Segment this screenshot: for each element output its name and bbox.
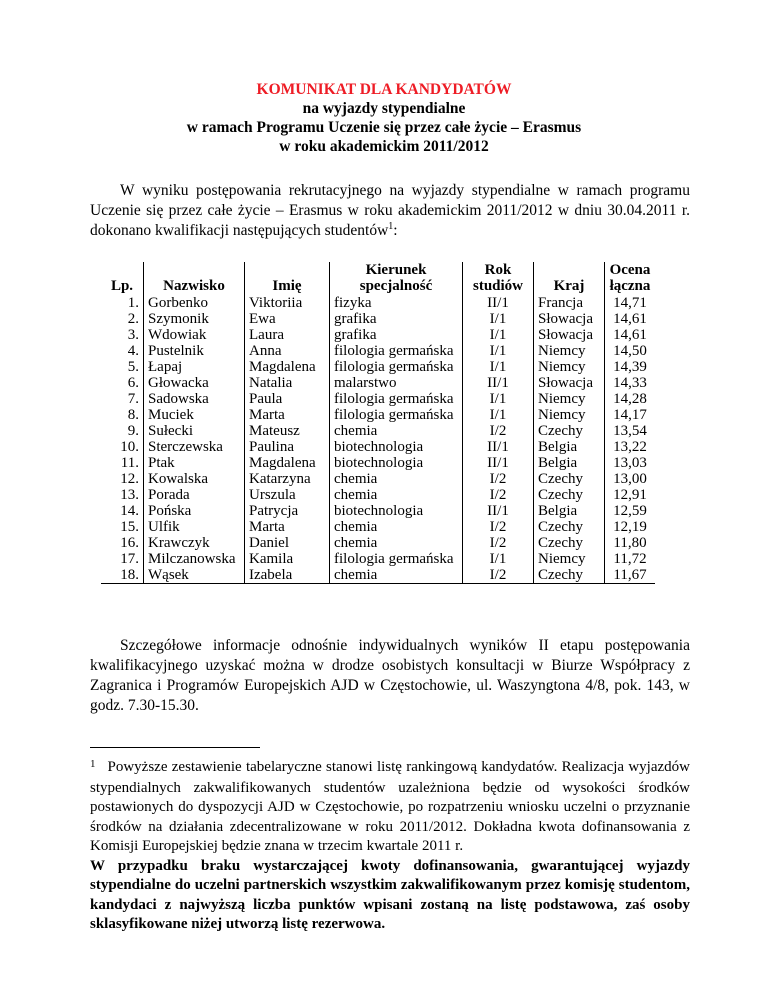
cell-nazwisko: Porada xyxy=(144,487,245,503)
cell-kraj: Słowacja xyxy=(534,311,605,327)
cell-rok: I/2 xyxy=(463,471,534,487)
cell-imie: Viktoriia xyxy=(245,295,330,311)
footnote-mark: 1 xyxy=(90,758,96,770)
cell-imie: Anna xyxy=(245,343,330,359)
cell-kraj: Czechy xyxy=(534,519,605,535)
table-row xyxy=(101,359,655,375)
cell-imie: Katarzyna xyxy=(245,471,330,487)
table-row xyxy=(101,471,655,487)
cell-imie: Kamila xyxy=(245,551,330,567)
cell-nazwisko: Ptak xyxy=(144,455,245,471)
cell-lp: 6. xyxy=(101,375,144,391)
header-nazwisko: Nazwisko xyxy=(144,262,245,295)
cell-nazwisko: Krawczyk xyxy=(144,535,245,551)
cell-kraj: Niemcy xyxy=(534,343,605,359)
table-row xyxy=(101,439,655,455)
cell-rok: I/1 xyxy=(463,311,534,327)
cell-kraj: Belgia xyxy=(534,503,605,519)
cell-kraj: Słowacja xyxy=(534,327,605,343)
cell-kierunek: grafika xyxy=(330,327,463,343)
cell-imie: Mateusz xyxy=(245,423,330,439)
cell-kraj: Belgia xyxy=(534,455,605,471)
cell-kraj: Niemcy xyxy=(534,391,605,407)
cell-kraj: Czechy xyxy=(534,535,605,551)
header-kierunek: Kierunek specjalność xyxy=(330,262,463,295)
footnote-bold-text: W przypadku braku wystarczającej kwoty dofinansowania, gwarantującej wyjazdy stypendialne do uczelni partnerskich wszystkim zakwalifikowanym przez komisję studentom, kandydaci z najwyższą liczba punktów wpisani zostaną na listę podstawowa, zaś osoby sklasyfikowane niżej utworzą listę rezerwowa. xyxy=(90,857,690,932)
cell-nazwisko: Głowacka xyxy=(144,375,245,391)
cell-ocena: 14,17 xyxy=(613,407,647,423)
table-row xyxy=(101,567,655,584)
cell-kierunek: filologia germańska xyxy=(330,551,463,567)
table-row xyxy=(101,375,655,391)
cell-nazwisko: Ulfik xyxy=(144,519,245,535)
table-row xyxy=(101,551,655,567)
cell-rok: II/1 xyxy=(463,295,534,311)
cell-rok: I/1 xyxy=(463,407,534,423)
cell-rok: II/1 xyxy=(463,503,534,519)
cell-rok: I/2 xyxy=(463,567,534,584)
table-row xyxy=(101,487,655,503)
cell-lp: 5. xyxy=(101,359,144,375)
cell-kierunek: malarstwo xyxy=(330,375,463,391)
cell-ocena: 14,61 xyxy=(613,327,647,343)
table-row xyxy=(101,343,655,359)
cell-ocena: 11,67 xyxy=(605,567,656,584)
cell-kierunek: grafika xyxy=(330,311,463,327)
cell-lp: 2. xyxy=(101,311,144,327)
cell-kraj: Czechy xyxy=(534,471,605,487)
ranking-table xyxy=(101,262,655,584)
cell-rok: II/1 xyxy=(463,455,534,471)
cell-lp: 4. xyxy=(101,343,144,359)
cell-kierunek: chemia xyxy=(330,535,463,551)
table-row xyxy=(101,391,655,407)
cell-ocena: 12,91 xyxy=(613,487,647,503)
cell-lp: 16. xyxy=(101,535,144,551)
cell-lp: 18. xyxy=(101,567,144,584)
header-ocena: Ocena łączna xyxy=(609,262,651,294)
cell-lp: 12. xyxy=(101,471,144,487)
cell-lp: 17. xyxy=(101,551,144,567)
cell-nazwisko: Pońska xyxy=(144,503,245,519)
subtitle-line-1: na wyjazdy stypendialne xyxy=(302,100,466,117)
cell-imie: Marta xyxy=(245,407,330,423)
cell-rok: II/1 xyxy=(463,439,534,455)
cell-rok: II/1 xyxy=(463,375,534,391)
announcement-header xyxy=(0,80,768,156)
header-kraj: Kraj xyxy=(534,262,605,295)
cell-rok: I/1 xyxy=(463,551,534,567)
cell-ocena: 13,03 xyxy=(613,455,647,471)
cell-kraj: Belgia xyxy=(534,439,605,455)
cell-kraj: Czechy xyxy=(534,487,605,503)
footnote-separator xyxy=(90,747,260,748)
cell-lp: 13. xyxy=(101,487,144,503)
cell-kierunek: filologia germańska xyxy=(330,407,463,423)
cell-rok: I/2 xyxy=(463,423,534,439)
cell-ocena: 13,22 xyxy=(613,439,647,455)
cell-imie: Marta xyxy=(245,519,330,535)
cell-lp: 7. xyxy=(101,391,144,407)
table-row xyxy=(101,295,655,311)
table-row xyxy=(101,407,655,423)
table-row xyxy=(101,503,655,519)
table-row xyxy=(101,423,655,439)
cell-imie: Natalia xyxy=(245,375,330,391)
cell-kierunek: chemia xyxy=(330,423,463,439)
cell-ocena: 14,39 xyxy=(613,359,647,375)
cell-imie: Patrycja xyxy=(245,503,330,519)
cell-kierunek: biotechnologia xyxy=(330,439,463,455)
table-row xyxy=(101,535,655,551)
cell-ocena: 14,28 xyxy=(613,391,647,407)
table-header-row xyxy=(101,262,655,295)
cell-nazwisko: Pustelnik xyxy=(144,343,245,359)
footnote-ref: 1 xyxy=(388,220,394,232)
cell-nazwisko: Wąsek xyxy=(144,567,245,584)
cell-kierunek: filologia germańska xyxy=(330,359,463,375)
cell-kierunek: chemia xyxy=(330,519,463,535)
cell-rok: I/1 xyxy=(463,343,534,359)
cell-nazwisko: Sadowska xyxy=(144,391,245,407)
cell-rok: I/1 xyxy=(463,359,534,375)
cell-kraj: Czechy xyxy=(534,567,605,584)
cell-kraj: Czechy xyxy=(534,423,605,439)
cell-kierunek: fizyka xyxy=(330,295,463,311)
cell-imie: Magdalena xyxy=(245,455,330,471)
cell-lp: 14. xyxy=(101,503,144,519)
cell-ocena: 12,59 xyxy=(613,503,647,519)
cell-imie: Urszula xyxy=(245,487,330,503)
table-row xyxy=(101,311,655,327)
cell-ocena: 11,72 xyxy=(613,551,647,567)
cell-kraj: Niemcy xyxy=(534,359,605,375)
cell-rok: I/2 xyxy=(463,487,534,503)
cell-nazwisko: Sułecki xyxy=(144,423,245,439)
cell-kraj: Słowacja xyxy=(534,375,605,391)
cell-nazwisko: Kowalska xyxy=(144,471,245,487)
cell-ocena: 14,71 xyxy=(613,295,647,311)
intro-tail: : xyxy=(393,222,398,239)
cell-lp: 8. xyxy=(101,407,144,423)
cell-nazwisko: Wdowiak xyxy=(144,327,245,343)
table-row xyxy=(101,327,655,343)
cell-imie: Paulina xyxy=(245,439,330,455)
cell-rok: I/2 xyxy=(463,519,534,535)
table-row xyxy=(101,519,655,535)
cell-lp: 11. xyxy=(101,455,144,471)
cell-imie: Izabela xyxy=(245,567,330,584)
cell-kierunek: chemia xyxy=(330,567,463,584)
cell-imie: Ewa xyxy=(245,311,330,327)
cell-kierunek: filologia germańska xyxy=(330,343,463,359)
cell-ocena: 11,80 xyxy=(613,535,647,551)
cell-kierunek: biotechnologia xyxy=(330,503,463,519)
cell-lp: 15. xyxy=(101,519,144,535)
subtitle-line-2: w ramach Programu Uczenie się przez całe życie – Erasmus xyxy=(186,119,582,136)
cell-nazwisko: Gorbenko xyxy=(144,295,245,311)
details-paragraph: Szczegółowe informacje odnośnie indywidualnych wyników II etapu postępowania kwalifikacyjnego uzyskać można w drodze osobistych konsultacji w Biurze Współpracy z Zagranica i Programów Europejskich AJD w Częstochowie, ul. Waszyngtona 4/8, pok. 143, w godz. 7.30-15.30. xyxy=(90,637,690,714)
cell-kraj: Francja xyxy=(534,295,605,311)
cell-kierunek: chemia xyxy=(330,487,463,503)
header-imie: Imię xyxy=(245,262,330,295)
cell-imie: Magdalena xyxy=(245,359,330,375)
intro-text: W wyniku postępowania rekrutacyjnego na wyjazdy stypendialne w ramach programu Uczenie się przez całe życie – Erasmus w roku akademickim 2011/2012 w dniu 30.04.2011 r. dokonano kwalifikacji następujących studentów xyxy=(90,182,690,239)
cell-rok: I/1 xyxy=(463,391,534,407)
header-rok: Rok studiów xyxy=(463,262,534,295)
footnote-text: Powyższe zestawienie tabelaryczne stanowi listę rankingową kandydatów. Realizacja wyjazdów stypendialnych zakwalifikowanych studentów uzależniona będzie od wysokości środków postawionych do dyspozycji AJD w Częstochowie, po rozpatrzeniu wniosku uczelni o przyznanie środków na działania zdecentralizowane w roku 2011/2012. Dokładna kwota dofinansowania z Komisji Europejskiej będzie znana w trzecim kwartale 2011 r. xyxy=(90,759,690,854)
header-lp: Lp. xyxy=(101,262,144,295)
cell-kraj: Niemcy xyxy=(534,407,605,423)
cell-rok: I/2 xyxy=(463,535,534,551)
cell-nazwisko: Szymonik xyxy=(144,311,245,327)
table-row xyxy=(101,455,655,471)
subtitle-line-3: w roku akademickim 2011/2012 xyxy=(279,138,489,155)
cell-kierunek: filologia germańska xyxy=(330,391,463,407)
cell-nazwisko: Muciek xyxy=(144,407,245,423)
cell-ocena: 14,33 xyxy=(613,375,647,391)
cell-imie: Daniel xyxy=(245,535,330,551)
cell-ocena: 12,19 xyxy=(613,519,647,535)
cell-lp: 3. xyxy=(101,327,144,343)
cell-nazwisko: Sterczewska xyxy=(144,439,245,455)
cell-nazwisko: Łapaj xyxy=(144,359,245,375)
cell-imie: Paula xyxy=(245,391,330,407)
cell-nazwisko: Milczanowska xyxy=(144,551,245,567)
cell-ocena: 14,50 xyxy=(613,343,647,359)
cell-imie: Laura xyxy=(245,327,330,343)
cell-lp: 1. xyxy=(101,295,144,311)
cell-rok: I/1 xyxy=(463,327,534,343)
cell-ocena: 13,54 xyxy=(613,423,647,439)
cell-kraj: Niemcy xyxy=(534,551,605,567)
cell-lp: 10. xyxy=(101,439,144,455)
intro-paragraph xyxy=(90,181,690,241)
cell-ocena: 13,00 xyxy=(613,471,647,487)
footnote xyxy=(90,758,690,935)
cell-kierunek: biotechnologia xyxy=(330,455,463,471)
cell-ocena: 14,61 xyxy=(613,311,647,327)
cell-kierunek: chemia xyxy=(330,471,463,487)
announcement-title: KOMUNIKAT DLA KANDYDATÓW xyxy=(256,81,512,98)
cell-lp: 9. xyxy=(101,423,144,439)
